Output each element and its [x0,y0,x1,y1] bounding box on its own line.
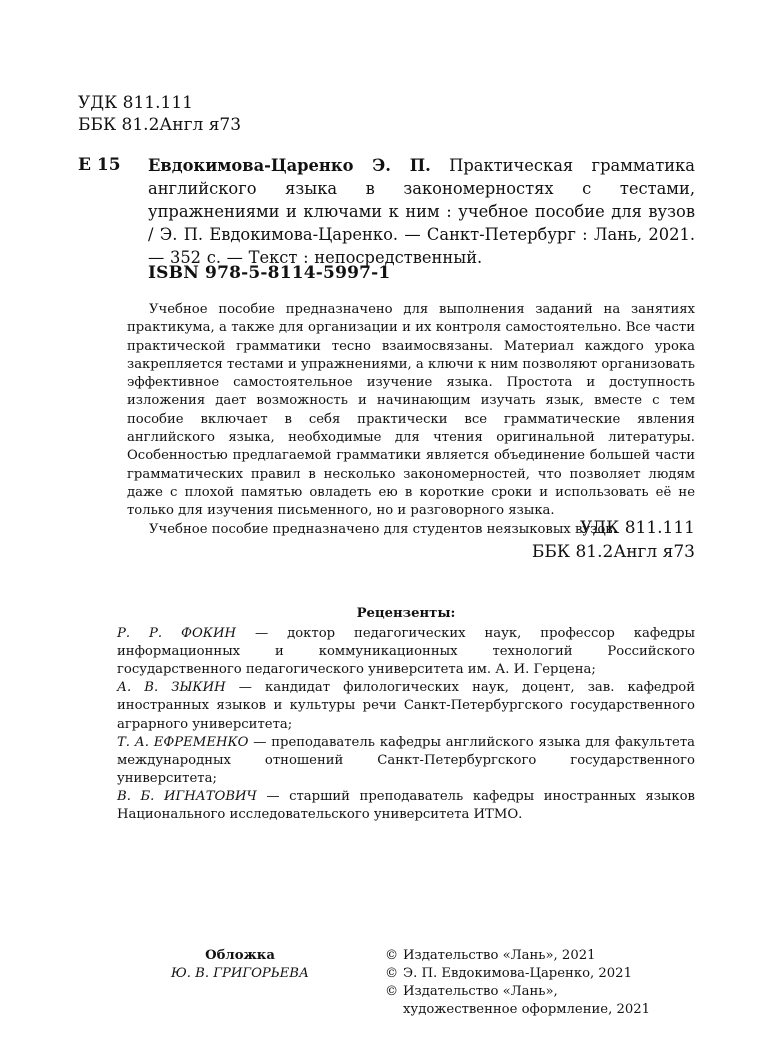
cover-credit [160,947,320,983]
reviewer [117,788,695,824]
record-author: Евдокимова-Царенко Э. П. [148,156,431,175]
copyright-text: Издательство «Лань», 2021 [403,948,596,963]
copyright-text: Издательство «Лань», [403,984,558,999]
copyright-text: Э. П. Евдокимова-Царенко, 2021 [403,966,632,981]
reviewers [117,605,695,824]
reviewer-description: — кандидат филологических наук, доцент, зав. кафедрой иностранных языков и культуры речи Санкт-Петербургского государственного аграрного университета; [117,680,695,732]
author-mark: Е 15 [78,155,121,175]
annotation-paragraph-1: Учебное пособие предназначено для выполнения заданий на занятиях практикума, а также для организации и их контроля самостоятельно. Все части практической грамматики тесно взаимосвязаны. Материал каждого урока закрепляется тестами и упражнениями, а ключи к ним позволяют организовать эффективное самостоятельное изучение языка. Простота и доступность изложения дает возможность и начинающим изучать язык, вместе с тем пособие включает в себя практически все грамматические явления английского языка, необходимые для чтения оригинальной литературы. Особенностью предлагаемой грамматики является объединение большей части грамматических правил в несколько закономерностей, что позволяет людям даже с плохой памятью овладеть ею в короткие сроки и использовать её не только для изучения письменного, но и разговорного языка. [127,302,695,519]
reviewer-name: В. Б. ИГНАТОВИЧ [117,788,257,804]
annotation [127,301,695,539]
udk-code: УДК 811.111 [580,518,695,538]
copyright-icon: © [385,966,399,981]
reviewer [117,625,695,679]
reviewer [117,734,695,788]
isbn: ISBN 978-5-8114-5997-1 [148,263,391,283]
classification-codes-top [78,92,241,136]
udk-code: УДК 811.111 [78,93,193,113]
copyright-line [385,983,705,1001]
copyright-line [385,965,705,983]
annotation-paragraph-2: Учебное пособие предназначено для студентов неязыковых вузов. [149,521,617,537]
record-description: Практическая грамматика английского языка в закономерностях с тестами, упражнениями и ключами к ним : учебное пособие для вузов / Э. П. Евдокимова-Царенко. — Санкт-Петербург : Лань, 2021. — 352 с. — Текст : непосредственный. [148,156,695,267]
reviewer-description: — доктор педагогических наук, профессор кафедры информационных и коммуникационных технологий Российского государственного педагогического университета им. А. И. Герцена; [117,626,696,678]
reviewers-title: Рецензенты: [356,606,456,621]
copyright-icon: © [385,948,399,963]
bbk-code: ББК 81.2Англ я73 [78,115,242,135]
reviewer-name: Т. А. ЕФРЕМЕНКО [117,734,249,750]
copyright-icon: © [385,984,399,999]
reviewer [117,679,695,733]
cover-credit-title: Обложка [205,948,275,963]
classification-codes-bottom [532,516,695,564]
copyright-block [385,947,705,1019]
reviewer-description: — старший преподаватель кафедры иностранных языков Национального исследовательского университета ИТМО. [117,788,695,823]
bbk-code: ББК 81.2Англ я73 [531,542,695,562]
reviewer-name: А. В. ЗЫКИН [117,680,226,696]
bibliographic-record [148,154,695,269]
reviewer-description: — преподаватель кафедры английского языка для факультета международных отношений Санкт-Петербургского государственного университета; [117,734,695,786]
copyright-continuation: художественное оформление, 2021 [403,1002,651,1017]
reviewer-name: Р. Р. ФОКИН [117,626,237,642]
copyright-line [385,947,705,965]
cover-designer-name: Ю. В. ГРИГОРЬЕВА [171,966,309,981]
